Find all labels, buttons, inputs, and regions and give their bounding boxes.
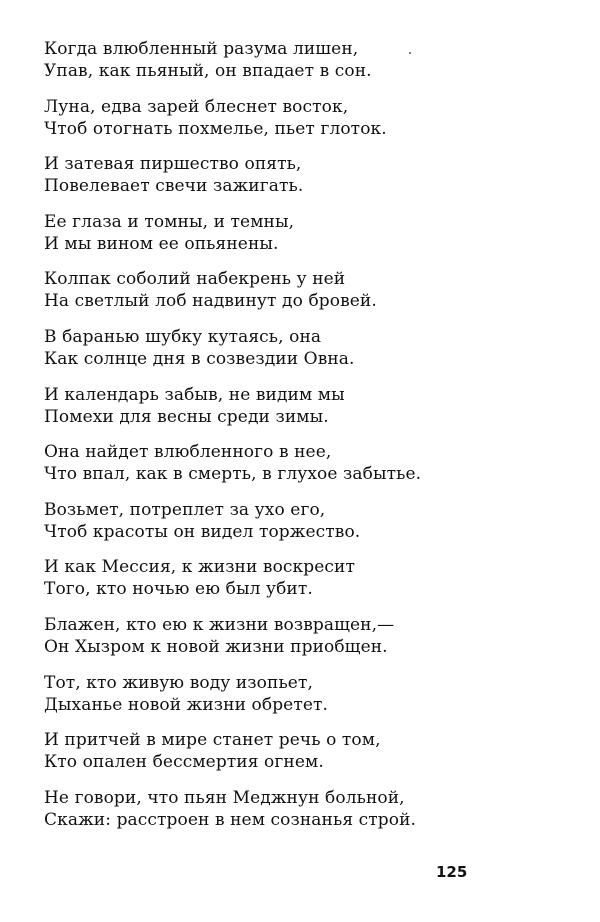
poem-line: Возьмет, потреплет за ухо его,: [44, 499, 326, 520]
poem-line: Ее глаза и томны, и темны,: [44, 211, 295, 232]
poem-line: Тот, кто живую воду изопьет,: [44, 672, 313, 693]
poem-line: Он Хызром к новой жизни приобщен.: [44, 636, 388, 657]
poem-line: Помехи для весны среди зимы.: [44, 406, 329, 427]
poem-line: Чтоб красоты он видел торжество.: [44, 521, 361, 542]
poem-line: Что впал, как в смерть, в глухое забытье.: [44, 464, 422, 485]
poem-line: Луна, едва зарей блеснет восток,: [44, 96, 349, 117]
poem-line: И календарь забыв, не видим мы: [44, 384, 345, 405]
couplet: [44, 38, 564, 96]
poem-line: Того, кто ночью ею был убит.: [44, 579, 313, 600]
poem-line: Дыханье новой жизни обретет.: [44, 694, 329, 715]
couplet: [44, 614, 564, 672]
poem-line: Как солнце дня в созвездии Овна.: [44, 348, 355, 369]
poem-line: Чтоб отогнать похмелье, пьет глоток.: [44, 118, 387, 139]
poem-line: В баранью шубку кутаясь, она: [44, 326, 322, 347]
poem-line: И мы вином ее опьянены.: [44, 233, 279, 254]
poem-line: Не говори, что пьян Меджнун больной,: [44, 787, 405, 808]
poem-line: Когда влюбленный разума лишен,: [44, 39, 359, 59]
couplet: [44, 729, 564, 787]
couplet: [44, 96, 564, 154]
couplet: [44, 153, 564, 211]
couplet: [44, 787, 564, 845]
couplet: [44, 211, 564, 269]
couplet: [44, 326, 564, 384]
couplet: [44, 499, 564, 557]
poem-line: И затевая пиршество опять,: [44, 154, 302, 175]
couplet: [44, 384, 564, 442]
poem-line: Скажи: расстроен в нем сознанья строй.: [44, 809, 417, 830]
poem-line: И как Мессия, к жизни воскресит: [44, 557, 355, 578]
poem-line: На светлый лоб надвинут до бровей.: [44, 291, 377, 312]
poem-line: Кто опален бессмертия огнем.: [44, 752, 324, 773]
page-number: 125: [436, 863, 468, 881]
poem: [44, 38, 564, 844]
couplet: [44, 556, 564, 614]
couplet: [44, 672, 564, 730]
poem-line: Упав, как пьяный, он впадает в сон.: [44, 61, 372, 81]
poem-line: И притчей в мире станет речь о том,: [44, 730, 381, 751]
poem-line: Блажен, кто ею к жизни возвращен,—: [44, 614, 395, 635]
poem-line: Повелевает свечи зажигать.: [44, 176, 304, 197]
couplet: [44, 441, 564, 499]
poem-line: Она найдет влюбленного в нее,: [44, 442, 332, 463]
couplet: [44, 268, 564, 326]
poem-line: Колпак соболий набекрень у ней: [44, 269, 346, 290]
